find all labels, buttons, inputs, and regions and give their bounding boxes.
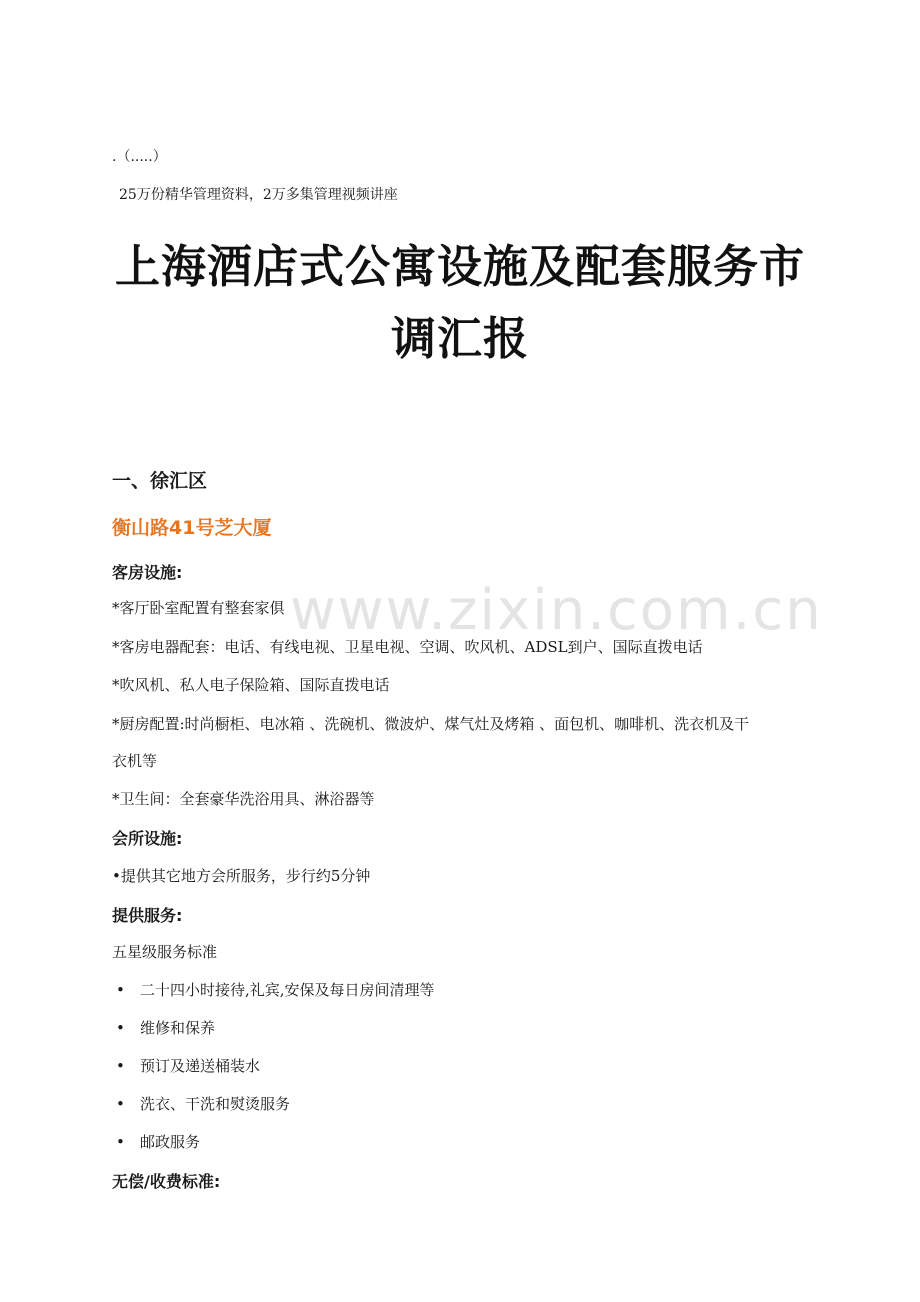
service-list-item — [116, 1017, 215, 1038]
page-title-line2: 调汇报 — [390, 312, 529, 365]
header-marker: .（.....） — [112, 149, 167, 165]
bullet: • — [116, 1057, 125, 1075]
rooms-item: 衣机等 — [112, 752, 158, 770]
bullet: • — [116, 1095, 125, 1113]
club-heading: 会所设施: — [112, 829, 183, 848]
rooms-item: *卫生间：全套豪华洗浴用具、淋浴器等 — [112, 790, 375, 808]
rooms-item: *客厅卧室配置有整套家俱 — [112, 599, 285, 617]
service-standard: 五星级服务标准 — [112, 943, 218, 961]
watermark: www.zixin.com.cn — [290, 578, 823, 643]
club-item: •提供其它地方会所服务，步行约5分钟 — [112, 867, 371, 885]
building-name: 衡山路41号芝大厦 — [112, 517, 272, 539]
service-label: 洗衣、干洗和熨烫服务 — [140, 1095, 291, 1113]
service-label: 邮政服务 — [140, 1133, 201, 1151]
service-list-item — [116, 1131, 200, 1152]
service-label: 维修和保养 — [140, 1019, 216, 1037]
service-label: 二十四小时接待,礼宾,安保及每日房间清理等 — [140, 981, 435, 999]
fees-heading: 无偿/收费标准: — [112, 1172, 221, 1191]
bullet: • — [116, 1133, 125, 1151]
rooms-item: *客房电器配套：电话、有线电视、卫星电视、空调、吹风机、ADSL到户、国际直拨电话 — [112, 638, 703, 656]
bullet: • — [116, 981, 125, 999]
rooms-item: *厨房配置:时尚橱柜、电冰箱 、洗碗机、微波炉、煤气灶及烤箱 、面包机、咖啡机、洗衣机及干 — [112, 715, 750, 733]
service-list-item — [116, 979, 435, 1000]
service-label: 预订及递送桶装水 — [140, 1057, 261, 1075]
section-heading: 一、徐汇区 — [112, 470, 208, 492]
bullet: • — [116, 1019, 125, 1037]
rooms-item: *吹风机、私人电子保险箱、国际直拨电话 — [112, 676, 390, 694]
service-list-item — [116, 1093, 290, 1114]
rooms-heading: 客房设施: — [112, 563, 183, 582]
page-title-line1: 上海酒店式公寓设施及配套服务市 — [114, 240, 805, 293]
services-heading: 提供服务: — [112, 906, 183, 925]
service-list-item — [116, 1055, 260, 1076]
promo-text: 25万份精华管理资料，2万多集管理视频讲座 — [119, 187, 398, 203]
